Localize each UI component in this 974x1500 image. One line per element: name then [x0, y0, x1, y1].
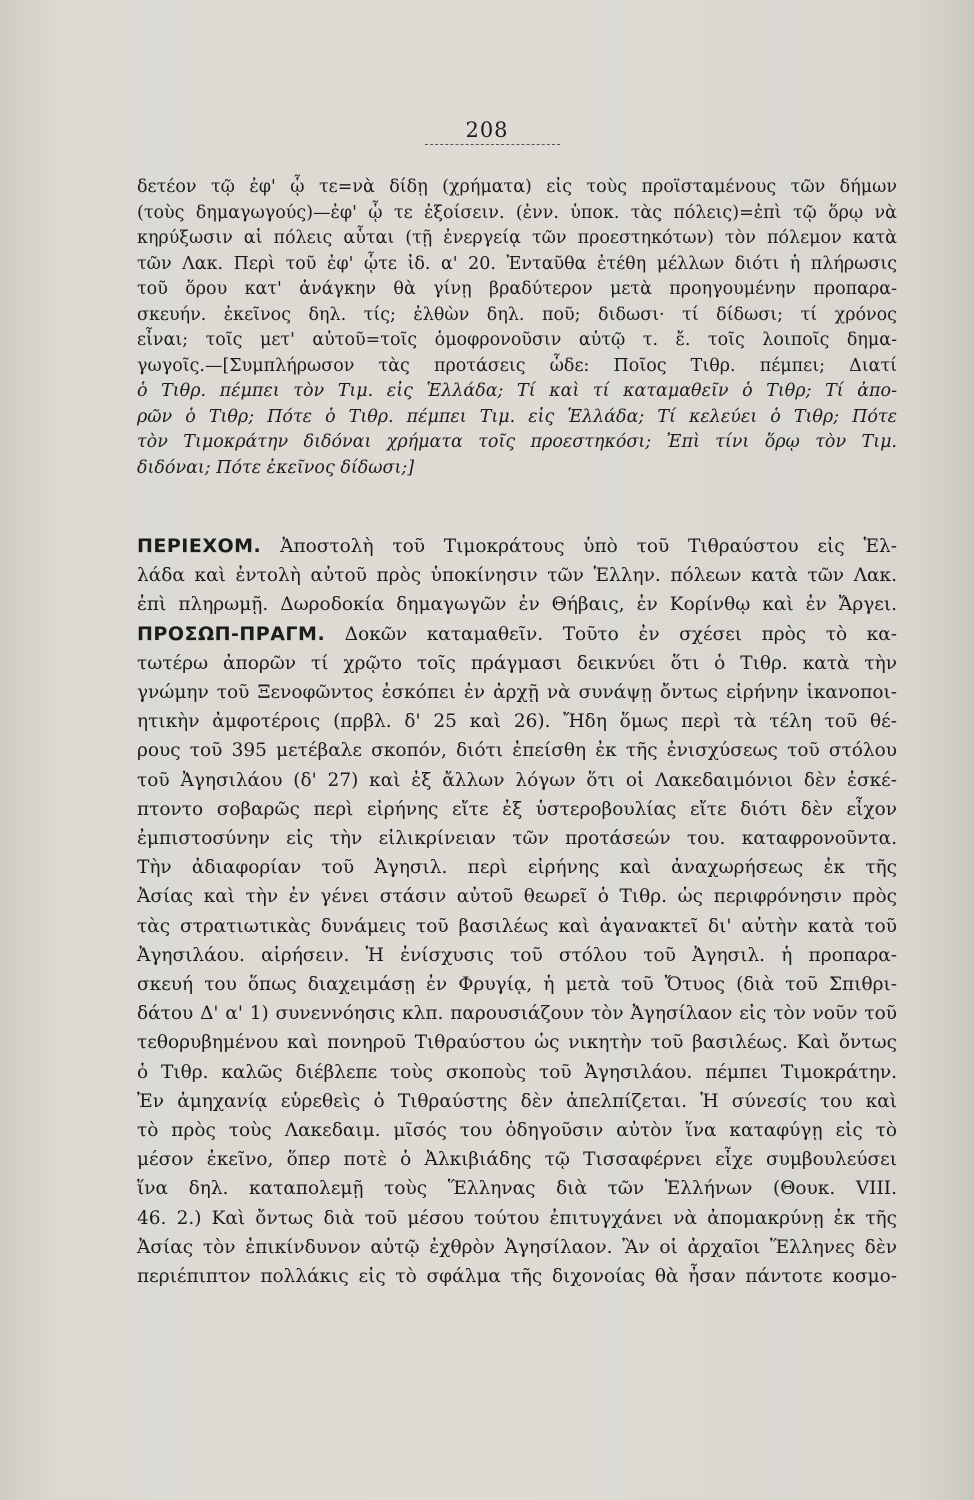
commentary-line [137, 532, 897, 561]
commentary-line [137, 620, 897, 649]
commentary-line: τὸ πρὸς τοὺς Λακεδαιμ. μῖσός του ὁδηγοῦσιν αὐτὸν ἵνα καταφύγῃ εἰς τὸ [137, 1120, 897, 1142]
notes-line: διδόναι; Πότε ἐκεῖνος δίδωσι;] [137, 457, 415, 478]
commentary-line: Ἀγησιλάου. αἱρήσειν. Ἡ ἐνίσχυσις τοῦ στόλου τοῦ Ἀγησιλ. ἡ προπαρα- [137, 944, 897, 966]
notes-line: δετέον τῷ ἐφ' ᾧ τε=νὰ δίδῃ (χρήματα) εἰς τοὺς προϊσταμένους τῶν δήμων [137, 177, 897, 197]
commentary-line: τωτέρω ἀπορῶν τί χρῷτο τοῖς πράγμασι δεικνύει ὅτι ὁ Τιθρ. κατὰ τὴν [137, 652, 897, 674]
commentary-line: ἵνα δηλ. καταπολεμῇ τοὺς Ἕλληνας διὰ τῶν Ἑλλήνων (Θουκ. VIII. [137, 1178, 897, 1200]
commentary-line: ἐμπιστοσύνην εἰς τὴν εἰλικρίνειαν τῶν προτάσεών του. καταφρονοῦντα. [137, 828, 897, 850]
notes-line: εἶναι; τοῖς μετ' αὐτοῦ=τοῖς ὁμοφρονοῦσιν αὐτῷ τ. ἔ. τοῖς λοιποῖς δημα- [137, 330, 897, 350]
notes-line: τὸν Τιμοκράτην διδόναι χρήματα τοῖς προεστηκόσι; Ἐπὶ τίνι ὅρῳ τὸν Τιμ. [137, 432, 897, 452]
section-label-persons: ΠΡΟΣΩΠ-ΠΡΑΓΜ. [137, 622, 326, 645]
commentary-line: 46. 2.) Καὶ ὄντως διὰ τοῦ μέσου τούτου ἐπιτυγχάνει νὰ ἀπομακρύνῃ ἐκ τῆς [137, 1207, 897, 1229]
commentary-block [137, 532, 897, 1291]
commentary-line: Τὴν ἀδιαφορίαν τοῦ Ἀγησιλ. περὶ εἰρήνης καὶ ἀναχωρήσεως ἐκ τῆς [137, 857, 897, 879]
notes-line: κηρύξωσιν αἱ πόλεις αὗται (τῇ ἐνεργείᾳ τῶν προεστηκότων) τὸν πόλεμον κατὰ [137, 228, 897, 248]
commentary-line: ητικὴν ἀμφοτέροις (πρβλ. δ' 25 καὶ 26). Ἤδη ὅμως περὶ τὰ τέλη τοῦ θέ- [137, 711, 897, 733]
commentary-line: σκευή του ὅπως διαχειμάσῃ ἐν Φρυγίᾳ, ἡ μετὰ τοῦ Ὄτυος (διὰ τοῦ Σπιθρι- [137, 974, 897, 996]
commentary-line: πτοντο σοβαρῶς περὶ εἰρήνης εἴτε ἐξ ὑστεροβουλίας εἴτε διότι δὲν εἶχον [137, 798, 897, 820]
notes-block [137, 175, 897, 481]
notes-line: (τοὺς δημαγωγούς)—ἐφ' ᾧ τε ἐξοίσειν. (ἐνν. ὑποκ. τὰς πόλεις)=ἐπὶ τῷ ὅρῳ νὰ [137, 202, 897, 223]
commentary-line: ρους τοῦ 395 μετέβαλε σκοπόν, διότι ἐπείσθη ἐκ τῆς ἐνισχύσεως τοῦ στόλου [137, 740, 897, 762]
notes-line: ρῶν ὁ Τιθρ; Πότε ὁ Τιθρ. πέμπει Τιμ. εἰς Ἑλλάδα; Τί κελεύει ὁ Τιθρ; Πότε [137, 406, 897, 427]
notes-line: γωγοῖς.—[Συμπλήρωσον τὰς προτάσεις ὧδε: Ποῖος Τιθρ. πέμπει; Διατί [137, 355, 897, 376]
commentary-line: Ἐν ἀμηχανίᾳ εὑρεθεὶς ὁ Τιθραύστης δὲν ἀπελπίζεται. Ἡ σύνεσίς του καὶ [137, 1090, 897, 1112]
commentary-line: ὁ Τιθρ. καλῶς διέβλεπε τοὺς σκοποὺς τοῦ Ἀγησιλάου. πέμπει Τιμοκράτην. [137, 1061, 897, 1083]
commentary-line: Ἀσίας καὶ τὴν ἐν γένει στάσιν αὐτοῦ θεωρεῖ ὁ Τιθρ. ὡς περιφρόνησιν πρὸς [137, 886, 897, 908]
commentary-line: δάτου Δ' α' 1) συνεννόησις κλπ. παρουσιάζουν τὸν Ἀγησίλαον εἰς τὸν νοῦν τοῦ [137, 1003, 897, 1025]
notes-line: σκευήν. ἐκεῖνος δηλ. τίς; ἐλθὼν δηλ. ποῦ; διδωσι· τί δίδωσι; τί χρόνος [137, 304, 897, 325]
commentary-text: Δοκῶν καταμαθεῖν. Τοῦτο ἐν σχέσει πρὸς τὸ κα- [325, 623, 897, 645]
commentary-line: τὰς στρατιωτικὰς δυνάμεις τοῦ βασιλέως καὶ ἀγανακτεῖ δι' αὐτὴν κατὰ τοῦ [137, 915, 897, 937]
commentary-line: λάδα καὶ ἐντολὴ αὐτοῦ πρὸς ὑποκίνησιν τῶν Ἑλλην. πόλεων κατὰ τῶν Λακ. [137, 565, 897, 587]
section-label-contents: ΠΕΡΙΕΧΟΜ. [137, 535, 262, 557]
commentary-line: τεθορυβημένου καὶ πονηροῦ Τιθραύστου ὡς νικητὴν τοῦ βασιλέως. Καὶ ὄντως [137, 1032, 897, 1054]
commentary-text: Ἀποστολὴ τοῦ Τιμοκράτους ὑπὸ τοῦ Τιθραύστου εἰς Ἑλ- [261, 536, 897, 557]
commentary-line: ἐπὶ πληρωμῇ. Δωροδοκία δημαγωγῶν ἐν Θήβαις, ἐν Κορίνθῳ καὶ ἐν Ἄργει. [137, 594, 897, 616]
notes-line: τῶν Λακ. Περὶ τοῦ ἐφ' ᾧτε ἰδ. α' 20. Ἐνταῦθα ἐτέθη μέλλων διότι ἡ πλήρωσις [137, 253, 897, 274]
page-number-rule [425, 144, 560, 145]
commentary-line: τοῦ Ἀγησιλάου (δ' 27) καὶ ἐξ ἄλλων λόγων ὅτι οἱ Λακεδαιμόνιοι δὲν ἐσκέ- [137, 769, 897, 791]
notes-line: ὁ Τιθρ. πέμπει τὸν Τιμ. εἰς Ἑλλάδα; Τί καὶ τί καταμαθεῖν ὁ Τιθρ; Τί ἀπο- [137, 381, 897, 401]
page-number: 208 [465, 118, 509, 142]
commentary-line: περιέπιπτον πολλάκις εἰς τὸ σφάλμα τῆς διχονοίας θὰ ἦσαν πάντοτε κοσμο- [137, 1266, 897, 1288]
commentary-line: Ἀσίας τὸν ἐπικίνδυνον αὐτῷ ἐχθρὸν Ἀγησίλαον. Ἂν οἱ ἀρχαῖοι Ἕλληνες δὲν [137, 1236, 897, 1258]
commentary-line: μέσον ἐκεῖνο, ὅπερ ποτὲ ὁ Ἀλκιβιάδης τῷ Τισσαφέρνει εἶχε συμβουλεύσει [137, 1149, 897, 1171]
commentary-line: γνώμην τοῦ Ξενοφῶντος ἐσκόπει ἐν ἀρχῇ νὰ συνάψῃ ὄντως εἰρήνην ἱκανοποι- [137, 682, 897, 704]
notes-line: τοῦ ὅρου κατ' ἀνάγκην θὰ γίνῃ βραδύτερον μετὰ προηγουμένην προπαρα- [137, 279, 897, 299]
